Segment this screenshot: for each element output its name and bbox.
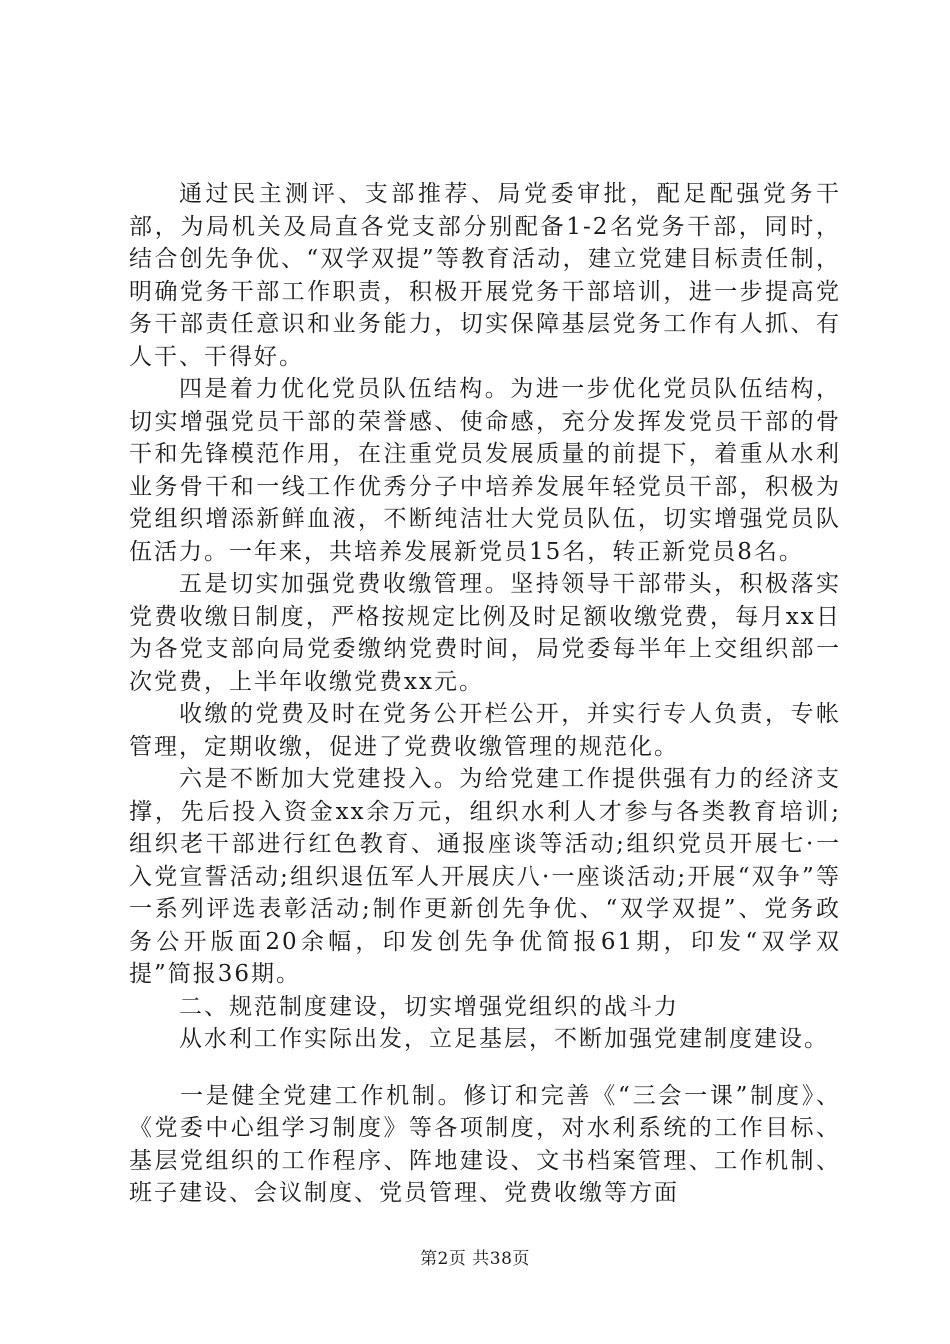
paragraph-system-intro: 从水利工作实际出发，立足基层，不断加强党建制度建设。 [179, 1026, 829, 1052]
paragraph-work-mechanism: 一是健全党建工作机制。修订和完善《“三会一课”制度》、《党委中心组学习制度》等各项制度，对水利系统的工作目标、基层党组织的工作程序、阵地建设、文书档案管理、工作机制、班子建设、会议制度、党员管理、党费收缴等方面 [129, 1082, 841, 1206]
paragraph-dues-management: 五是切实加强党费收缴管理。坚持领导干部带头，积极落实党费收缴日制度，严格按规定比例及时足额收缴党费，每月xx日为各党支部向局党委缴纳党费时间，局党委每半年上交组织部一次党费，上半年收缴党费xx元。 [129, 571, 841, 695]
document-body [129, 178, 841, 1210]
paragraph-member-structure: 四是着力优化党员队伍结构。为进一步优化党员队伍结构，切实增强党员干部的荣誉感、使命感，充分发挥发党员干部的骨干和先锋模范作用，在注重党员发展质量的前提下，着重从水利业务骨干和一线工作优秀分子中培养发展年轻党员干部，积极为党组织增添新鲜血液，不断纯洁壮大党员队伍，切实增强党员队伍活力。一年来，共培养发展新党员15名，转正新党员8名。 [129, 376, 841, 565]
page-number-footer: 第2页 共38页 [420, 1249, 530, 1269]
paragraph-dues-disclosure: 收缴的党费及时在党务公开栏公开，并实行专人负责，专帐管理，定期收缴，促进了党费收缴管理的规范化。 [129, 701, 841, 760]
paragraph-investment: 六是不断加大党建投入。为给党建工作提供强有力的经济支撑，先后投入资金xx余万元，组织水利人才参与各类教育培训;组织老干部进行红色教育、通报座谈等活动;组织党员开展七·一入党宣誓活动;组织退伍军人开展庆八·一座谈活动;开展“双争”等一系列评选表彰活动;制作更新创先争优、“双学双提”、党务政务公开版面20余幅，印发创先争优简报61期，印发“双学双提”简报36期。 [129, 766, 841, 987]
section-heading-system-building: 二、规范制度建设，切实增强党组织的战斗力 [179, 993, 679, 1020]
paragraph-cadre-allocation: 通过民主测评、支部推荐、局党委审批，配足配强党务干部，为局机关及局直各党支部分别配备1-2名党务干部，同时，结合创先争优、“双学双提”等教育活动，建立党建目标责任制，明确党务干部工作职责，积极开展党务干部培训，进一步提高党务干部责任意识和业务能力，切实保障基层党务工作有人抓、有人干、干得好。 [129, 181, 841, 370]
